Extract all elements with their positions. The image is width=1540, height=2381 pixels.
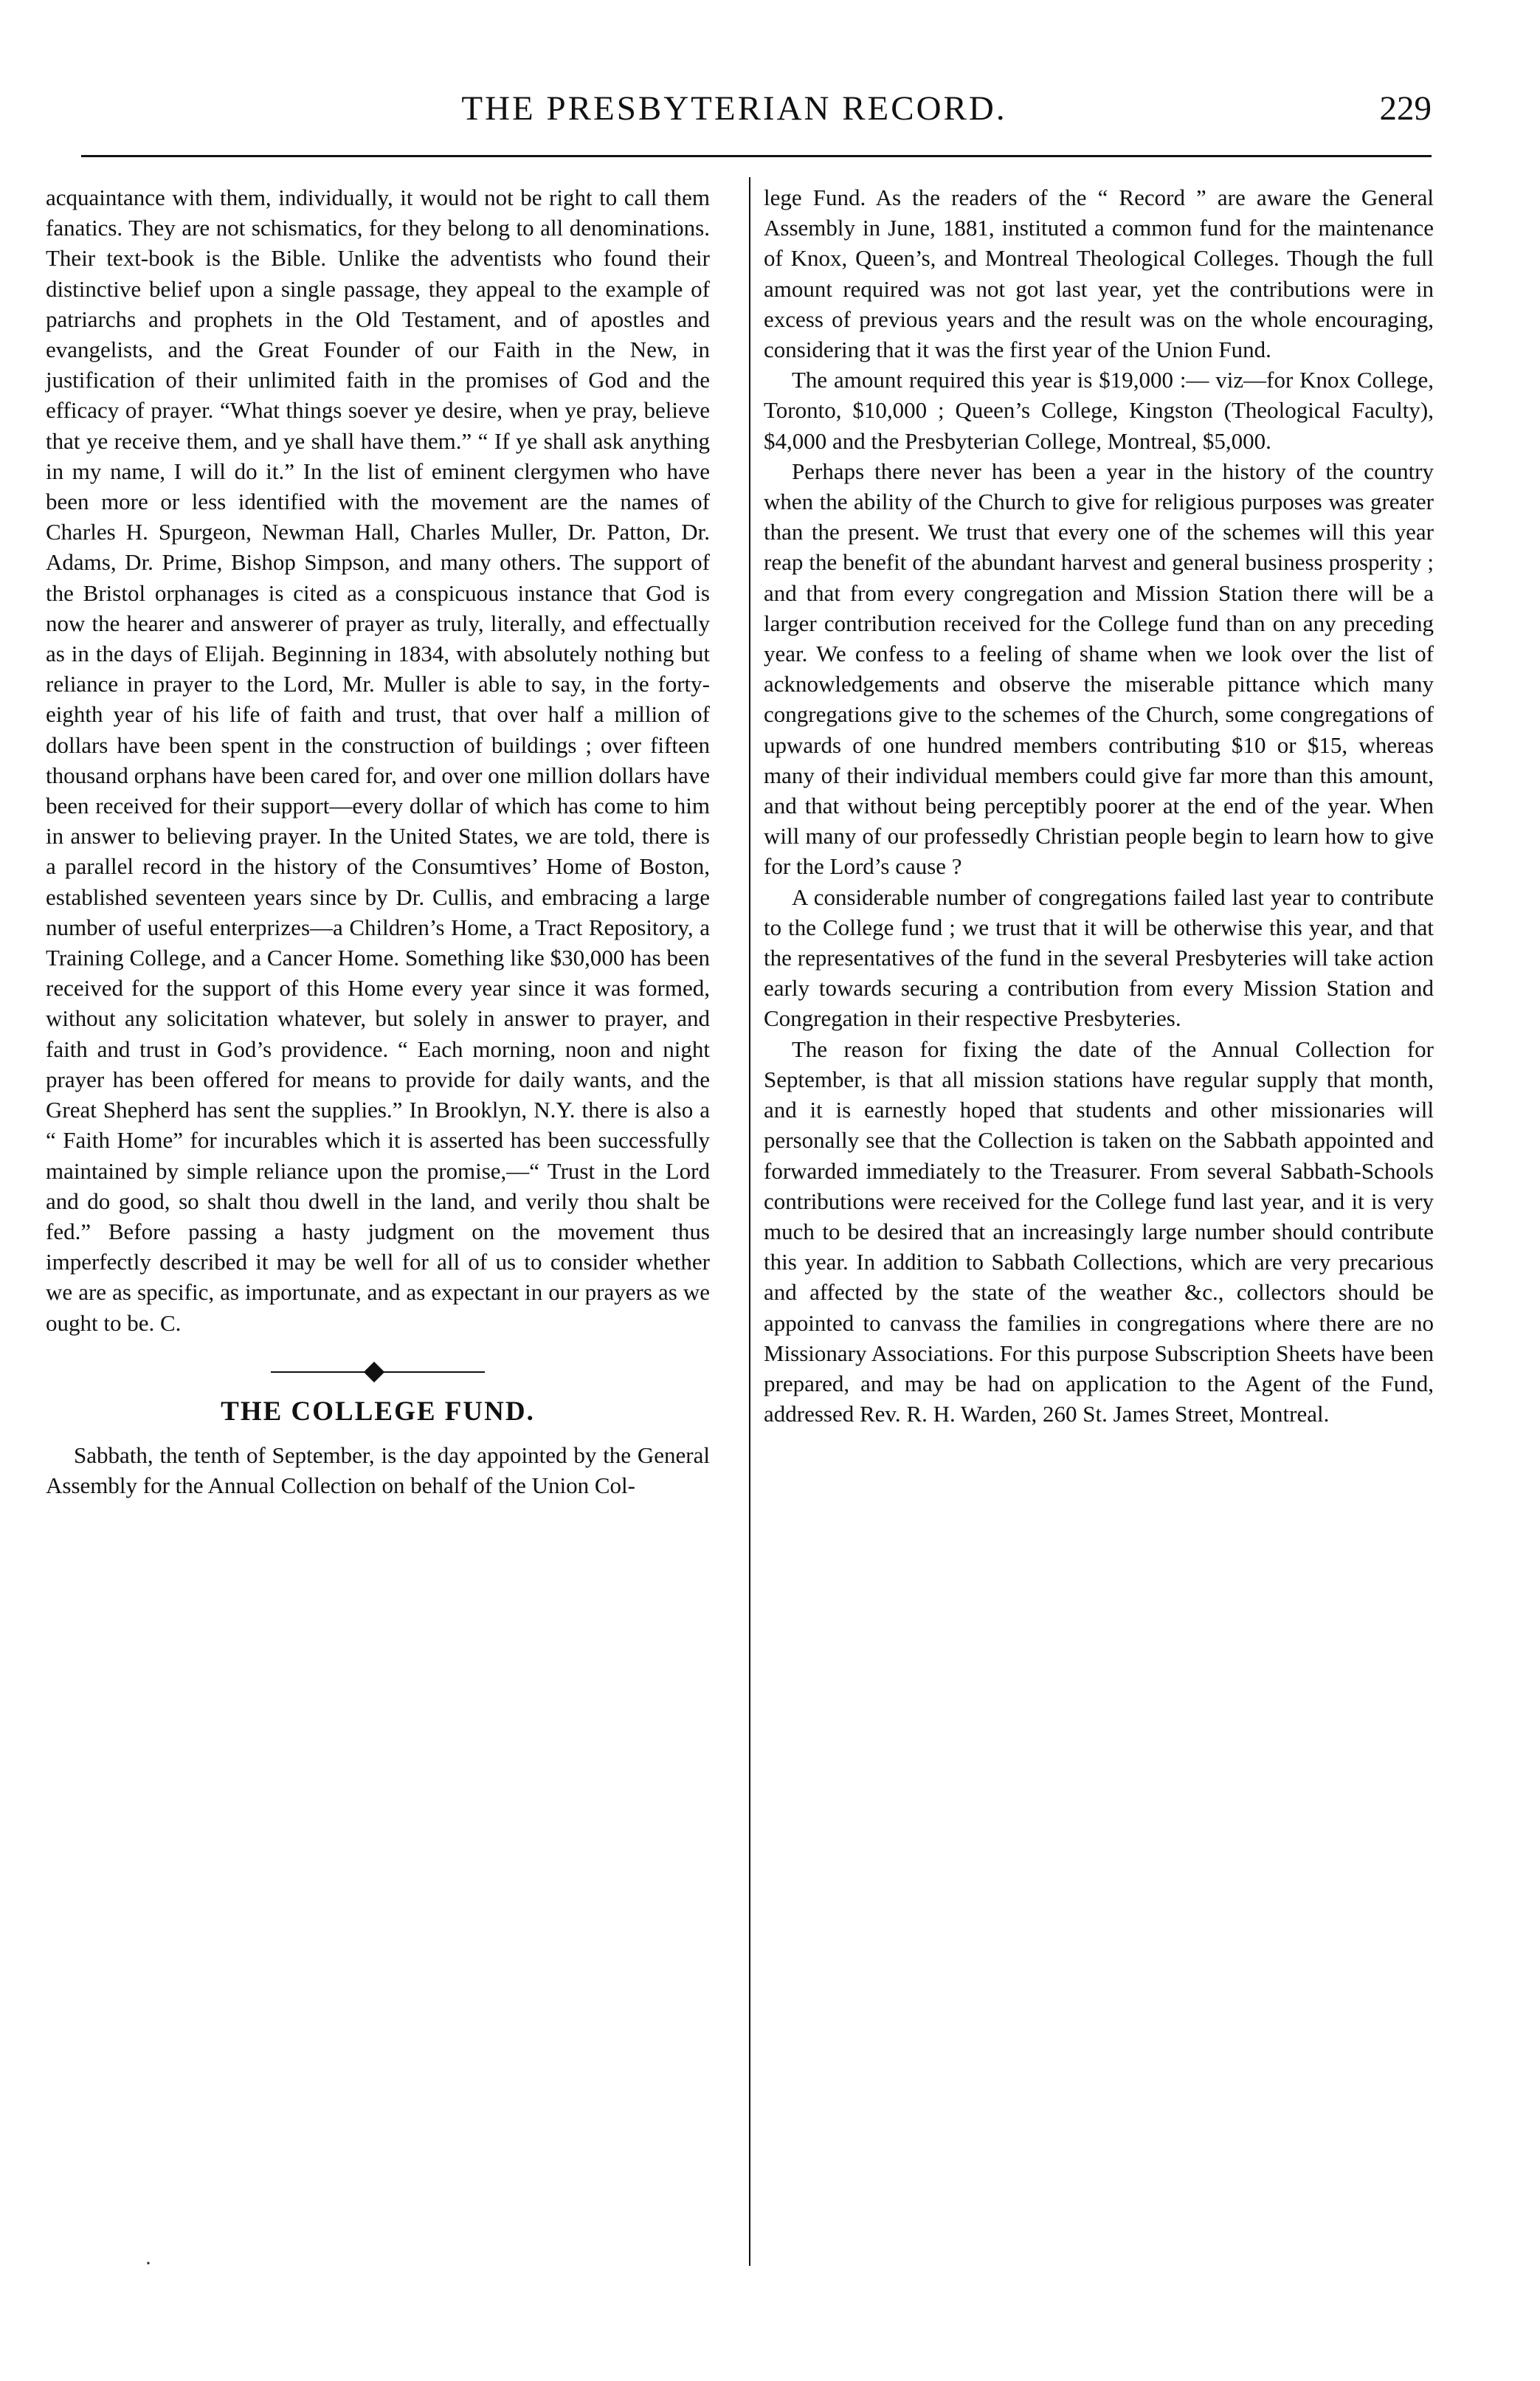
section-ornament: [271, 1357, 485, 1387]
header-rule: [81, 155, 1432, 157]
right-paragraph: A considerable number of congregations failed last year to contribute to the College fund ; we trust that it will be otherwise this year, and that the representatives of the fund in the several Presbyteries will take action early towards securing a contribution from every Mission Station and Congregation in their respective Presbyteries.: [764, 883, 1434, 1032]
right-paragraph: The amount required this year is $19,000 :— viz—for Knox College, Toronto, $10,000 ; Queen’s College, Kingston (Theological Faculty), $4,000 and the Presbyterian College, Montreal, $5,000.: [764, 367, 1434, 454]
right-paragraph: lege Fund. As the readers of the “ Record ” are aware the General Assembly in June, 1881, instituted a common fund for the maintenance of Knox, Queen’s, and Montreal Theological Colleges. Though the full amount required was not got last year, yet the contributions were in excess of previous years and the result was on the whole encouraging, considering that it was the first year of the Union Fund.: [764, 185, 1434, 363]
footer-mark: ·: [145, 2251, 152, 2275]
column-divider: [749, 177, 750, 2266]
running-title: THE PRESBYTERIAN RECORD.: [461, 89, 1007, 128]
section-title: THE COLLEGE FUND.: [221, 1396, 535, 1427]
page-header: [37, 83, 1432, 134]
left-column: [46, 182, 710, 2264]
left-paragraph: acquaintance with them, individually, it would not be right to call them fanatics. They are not schismatics, for they belong to all denominations. Their text-book is the Bible. Unlike the adventists who found their distinctive belief upon a single passage, they appeal to the example of patriarchs and prophets in the Old Testament, and of apostles and evangelists, and the Great Founder of our Faith in the New, in justification of their unlimited faith in the promises of God and the efficacy of prayer. “What things soever ye desire, when ye pray, believe that ye receive them, and ye shall have them.” “ If ye shall ask anything in my name, I will do it.” In the list of eminent clergymen who have been more or less identified with the movement are the names of Charles H. Spurgeon, Newman Hall, Charles Muller, Dr. Patton, Dr. Adams, Dr. Prime, Bishop Simpson, and many others. The support of the Bristol orphanages is cited as a conspicuous instance that God is now the hearer and answerer of prayer as truly, literally, and effectually as in the days of Elijah. Beginning in 1834, with absolutely nothing but reliance in prayer to the Lord, Mr. Muller is able to say, in the forty-eighth year of his life of faith and trust, that over half a million of dollars have been spent in the construction of buildings ; over fifteen thousand orphans have been cared for, and over one million dollars have been received for their support—every dollar of which has come to him in answer to believing prayer. In the United States, we are told, there is a parallel record in the history of the Consumtives’ Home of Boston, established seventeen years since by Dr. Cullis, and embracing a large number of useful enterprizes—a Children’s Home, a Tract Repository, a Training College, and a Cancer Home. Something like $30,000 has been received for the support of this Home every year since it was formed, without any solicitation whatever, but solely in answer to prayer, and faith and trust in God’s providence. “ Each morning, noon and night prayer has been offered for means to provide for daily wants, and the Great Shepherd has sent the supplies.” In Brooklyn, N.Y. there is also a “ Faith Home” for incurables which it is asserted has been successfully maintained by simple reliance upon the promise,—“ Trust in the Lord and do good, so shalt thou dwell in the land, and verily thou shalt be fed.” Before passing a hasty judgment on the movement thus imperfectly described it may be well for all of us to consider whether we are as specific, as importunate, and as expectant in our prayers as we ought to be. C.: [46, 185, 710, 1336]
page-number: 229: [1379, 89, 1432, 128]
right-paragraph: Perhaps there never has been a year in the history of the country when the ability of the Church to give for religious purposes was greater than the present. We trust that every one of the schemes will this year reap the benefit of the abundant harvest and general business prosperity ; and that from every congregation and Mission Station there will be a larger contribution received for the College fund than on any preceding year. We confess to a feeling of shame when we look over the list of acknowledgements and observe the miserable pittance which many congregations give to the schemes of the Church, some congregations of upwards of one hundred members contributing $10 or $15, whereas many of their individual members could give far more than this amount, and that without being perceptibly poorer at the end of the year. When will many of our professedly Christian people begin to learn how to give for the Lord’s cause ?: [764, 458, 1434, 880]
right-column: [764, 182, 1434, 2264]
right-paragraph: The reason for fixing the date of the Annual Collection for September, is that all mission stations have regular supply that month, and it is earnestly hoped that students and other missionaries will personally see that the Collection is taken on the Sabbath appointed and forwarded immediately to the Treasurer. From several Sabbath-Schools contributions were received for the College fund last year, and it is very much to be desired that an increasingly large number should contribute this year. In addition to Sabbath Collections, which are very precarious and affected by the state of the weather &c., collectors should be appointed to canvass the families in congregations where there are no Missionary Associations. For this purpose Subscription Sheets have been prepared, and may be had on application to the Agent of the Fund, addressed Rev. R. H. Warden, 260 St. James Street, Montreal.: [764, 1036, 1434, 1427]
section-paragraph: Sabbath, the tenth of September, is the day appointed by the General Assembly for the Annual Collection on behalf of the Union Col-: [46, 1441, 710, 1498]
